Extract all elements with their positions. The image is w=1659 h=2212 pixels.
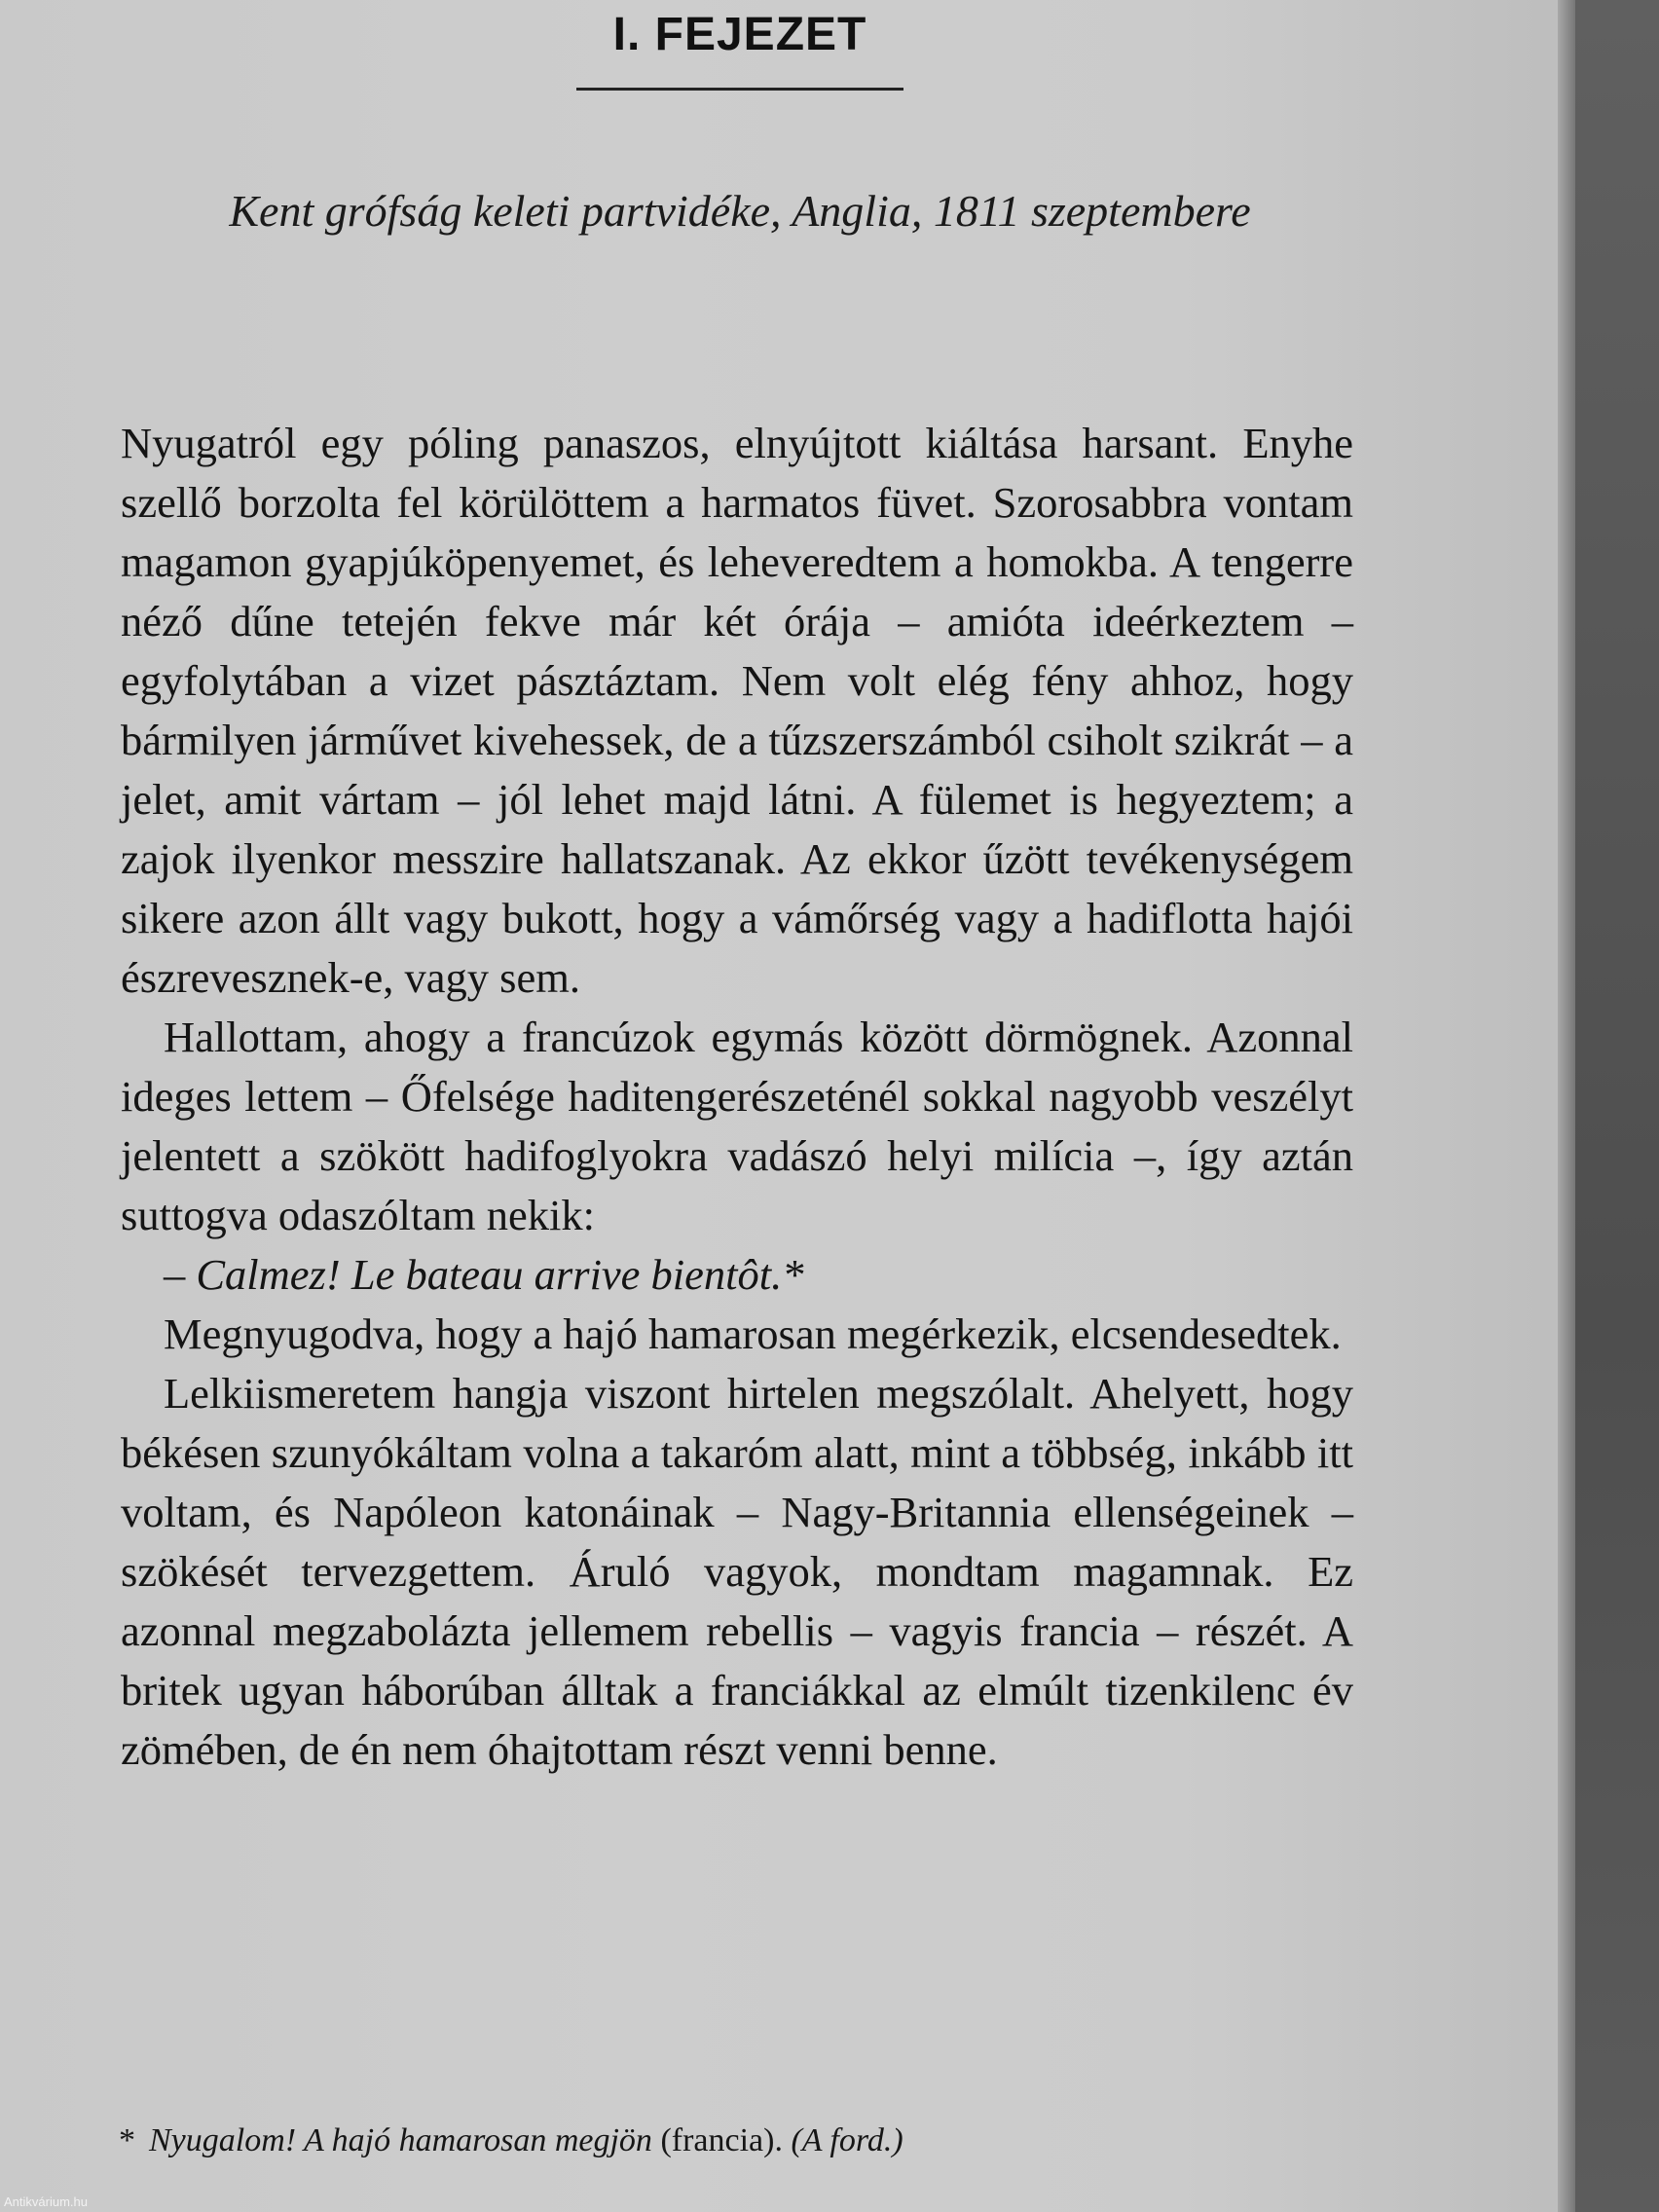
french-dialogue-text: – Calmez! Le bateau arrive bientôt.* bbox=[164, 1250, 804, 1299]
footnote-language: (francia). bbox=[651, 2122, 792, 2158]
paragraph-2: Hallottam, ahogy a francúzok egymás között dörmögnek. Azonnal ideges lettem – Őfelsége haditengerészeténél sokkal nagyobb veszélyt jelentett a szökött hadifoglyokra vadászó helyi milícia –, így aztán suttogva odaszóltam nekik: bbox=[121, 1013, 1353, 1239]
body-text bbox=[121, 414, 1353, 1780]
footnote bbox=[119, 2122, 1384, 2159]
footnote-mark: * bbox=[119, 2122, 135, 2158]
paragraph-4: Lelkiismeretem hangja viszont hirtelen megszólalt. Ahelyett, hogy békésen szunyókáltam volna a takaróm alatt, mint a többség, inkább itt voltam, és Napóleon katonáinak – Nagy-Britannia ellenségeinek – szökését tervezgettem. Áruló vagyok, mondtam magamnak. Ez azonnal megzabolázta jellemem rebellis – vagyis francia – részét. A britek ugyan háborúban álltak a franciákkal az elmúlt tizenkilenc év zömében, de én nem óhajtottam részt venni benne. bbox=[121, 1369, 1353, 1774]
footnote-translation: Nyugalom! A hajó hamarosan megjön bbox=[149, 2122, 652, 2158]
paragraph-1: Nyugatról egy póling panaszos, elnyújtott kiáltása harsant. Enyhe szellő borzolta fel körülöttem a harmatos füvet. Szorosabbra vontam magamon gyapjúköpenyemet, és leheveredtem a homokba. A tengerre néző dűne tetején fekve már két órája – amióta ideérkeztem – egyfolytában a vizet pásztáztam. Nem volt elég fény ahhoz, hogy bármilyen járművet kivehessek, de a tűzszerszámból csiholt szikrát – a jelet, amit vártam – jól lehet majd látni. A fülemet is hegyeztem; a zajok ilyenkor messzire hallatszanak. Az ekkor űzött tevékenységem sikere azon állt vagy bukott, hogy a vámőrség vagy a hadiflotta hajói észrevesznek-e, vagy sem. bbox=[121, 419, 1353, 1002]
french-dialogue bbox=[121, 1245, 1353, 1305]
title-underline bbox=[576, 88, 903, 91]
chapter-title: I. FEJEZET bbox=[612, 9, 867, 60]
watermark-logo: Antikvárium.hu bbox=[4, 2194, 88, 2209]
paragraph-3: Megnyugodva, hogy a hajó hamarosan megérkezik, elcsendesedtek. bbox=[164, 1309, 1342, 1358]
background-surface bbox=[1575, 0, 1659, 2212]
footnote-credit: (A ford.) bbox=[791, 2122, 903, 2158]
chapter-setting: Kent grófság keleti partvidéke, Anglia, 1811 szeptembere bbox=[229, 186, 1251, 236]
